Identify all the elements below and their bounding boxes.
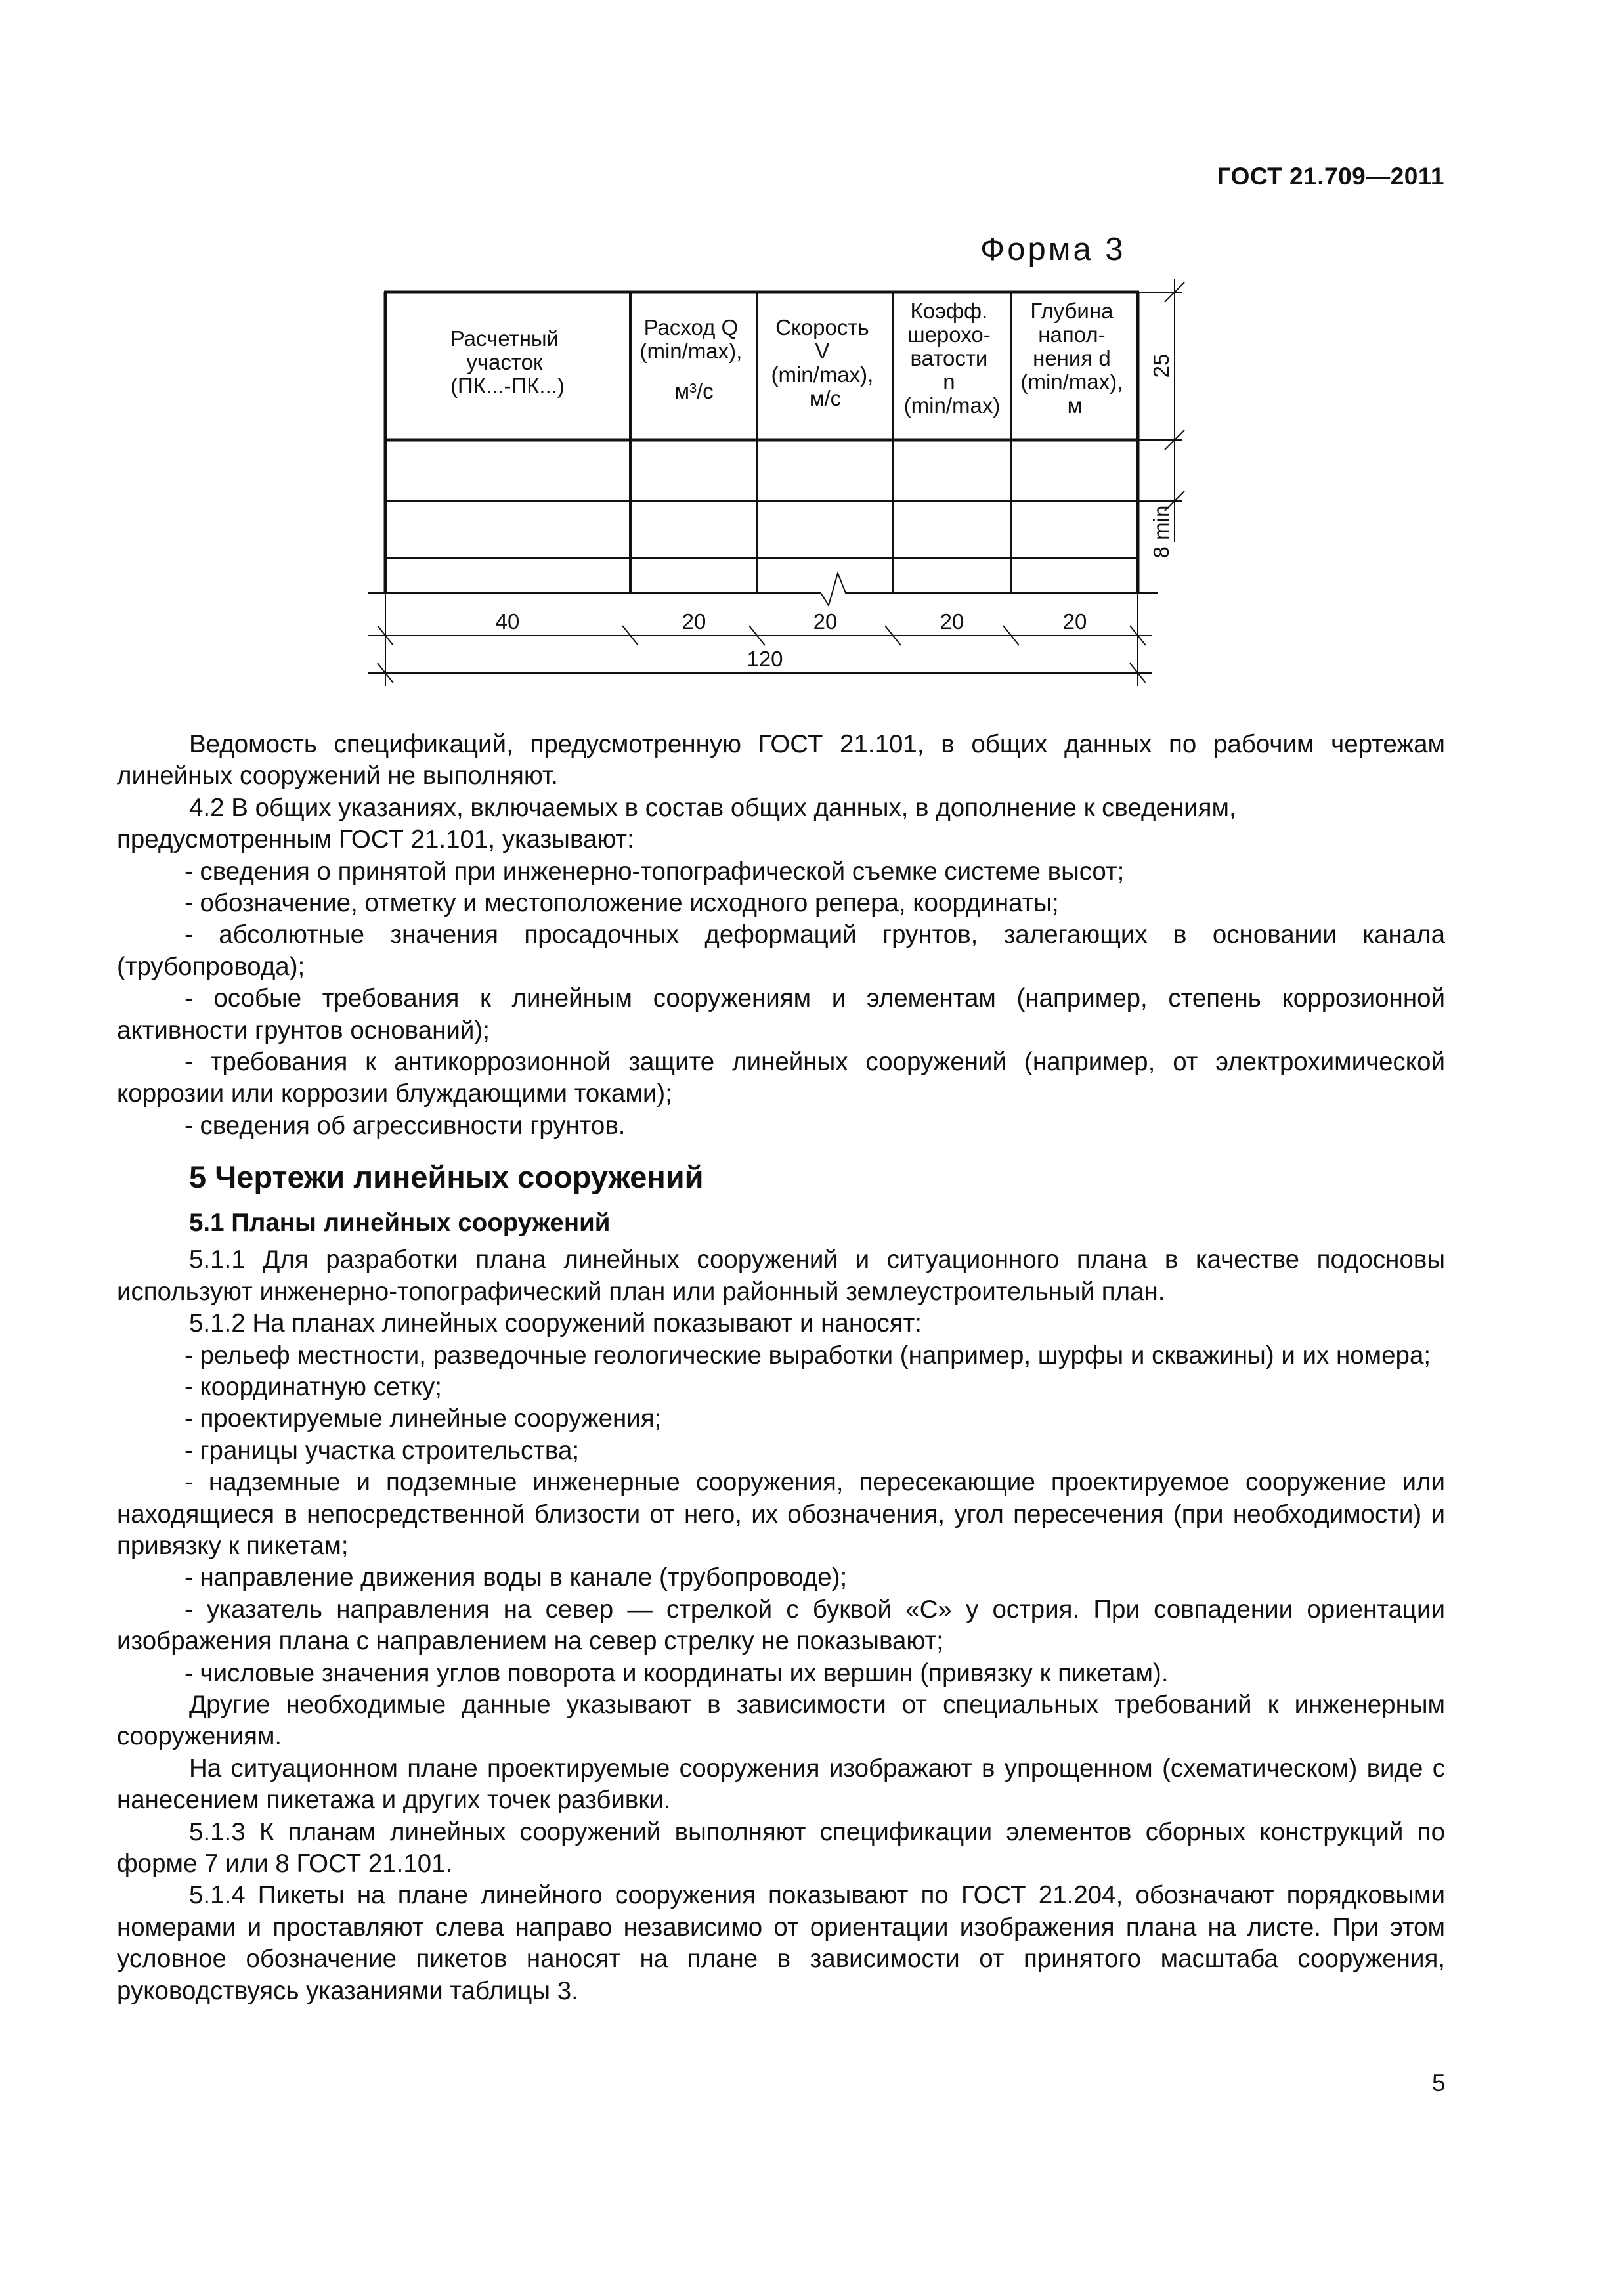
- dim-header-height: 25: [1149, 353, 1173, 378]
- paragraph: 5.1.1 Для разработки плана линейных сооружений и ситуационного плана в качестве подосновы используют инженерно-топографический план или районный землеустроительный план.: [117, 1245, 1445, 1306]
- paragraph: 5.1.3 К планам линейных сооружений выполняют спецификации элементов сборных конструкций по форме 7 или 8 ГОСТ 21.101.: [117, 1817, 1445, 1878]
- list-item: - координатную сетку;: [184, 1372, 442, 1401]
- list-item: - требования к антикоррозионной защите линейных сооружений (например, от электрохимической коррозии или коррозии блуждающими токами);: [117, 1048, 1445, 1108]
- list-item: - рельеф местности, разведочные геологические выработки (например, шурфы и скважины) и их номера;: [184, 1341, 1431, 1370]
- col-header-flow-rate: Расход Q (min/max), м³/с: [639, 315, 743, 403]
- col-header-fill-depth: Глубина напол- нения d (min/max), м: [1020, 299, 1123, 418]
- list-item: - сведения об агрессивности грунтов.: [184, 1111, 626, 1140]
- list-item: - проектируемые линейные сооружения;: [184, 1404, 662, 1433]
- section-heading: 5 Чертежи линейных сооружений: [189, 1159, 704, 1195]
- dim-width-col2: 20: [682, 609, 706, 634]
- dim-total-width: 120: [747, 647, 783, 671]
- list-item: - обозначение, отметку и местоположение исходного репера, координаты;: [184, 889, 1059, 918]
- col-header-section: Расчетный участок (ПК...-ПК...): [450, 326, 565, 398]
- dim-width-col3: 20: [813, 609, 838, 634]
- list-item: - границы участка строительства;: [184, 1436, 580, 1465]
- dim-width-col5: 20: [1062, 609, 1087, 634]
- col-header-roughness: Коэфф. шерохо- ватости n (min/max): [903, 299, 1001, 418]
- list-item: - направление движения воды в канале (трубопроводе);: [184, 1563, 848, 1592]
- page-number: 5: [1432, 2069, 1446, 2096]
- list-item: - абсолютные значения просадочных деформаций грунтов, залегающих в основании канала (трубопровода);: [117, 921, 1445, 981]
- list-item: - особые требования к линейным сооружениям и элементам (например, степень коррозионной активности грунтов оснований);: [117, 984, 1445, 1045]
- list-item: - надземные и подземные инженерные сооружения, пересекающие проектируемое сооружение или находящиеся в непосредственной близости от него, их обозначения, угол пересечения (при необходимости) и привязку к пикетам;: [117, 1468, 1445, 1560]
- paragraph: 4.2 В общих указаниях, включаемых в состав общих данных, в дополнение к сведениям, предусмотренным ГОСТ 21.101, указывают:: [117, 793, 1236, 854]
- paragraph: Другие необходимые данные указывают в зависимости от специальных требований к инженерным сооружениям.: [117, 1690, 1445, 1751]
- subsection-heading: 5.1 Планы линейных сооружений: [189, 1209, 611, 1238]
- dim-width-col4: 20: [940, 609, 964, 634]
- paragraph: Ведомость спецификаций, предусмотренную ГОСТ 21.101, в общих данных по рабочим чертежам линейных сооружений не выполняют.: [117, 730, 1445, 791]
- paragraph: 5.1.4 Пикеты на плане линейного сооружения показывают по ГОСТ 21.204, обозначают порядковыми номерами и проставляют слева направо независимо от ориентации изображения плана на листе. При этом условное обозначение пикетов наносят на плане в зависимости от принятого масштаба сооружения, руководствуясь указаниями таблицы 3.: [117, 1881, 1445, 2005]
- form-3-table: [368, 279, 1274, 693]
- paragraph: 5.1.2 На планах линейных сооружений показывают и наносят:: [189, 1309, 922, 1338]
- list-item: - указатель направления на север — стрелкой с буквой «С» у острия. При совпадении ориентации изображения плана с направлением на север стрелку не показывают;: [117, 1595, 1445, 1656]
- dim-row-height: 8 min: [1149, 505, 1173, 559]
- document-standard-header: ГОСТ 21.709—2011: [1217, 163, 1444, 190]
- body-text: [117, 729, 1445, 2007]
- list-item: - сведения о принятой при инженерно-топографической съемке системе высот;: [184, 857, 1125, 886]
- paragraph: На ситуационном плане проектируемые сооружения изображают в упрощенном (схематическом) виде с нанесением пикетажа и других точек разбивки.: [117, 1754, 1445, 1815]
- form-title: Форма 3: [980, 232, 1126, 267]
- col-header-velocity: Скорость V (min/max), м/с: [771, 315, 874, 410]
- dim-width-col1: 40: [495, 609, 520, 634]
- list-item: - числовые значения углов поворота и координаты их вершин (привязку к пикетам).: [184, 1658, 1169, 1687]
